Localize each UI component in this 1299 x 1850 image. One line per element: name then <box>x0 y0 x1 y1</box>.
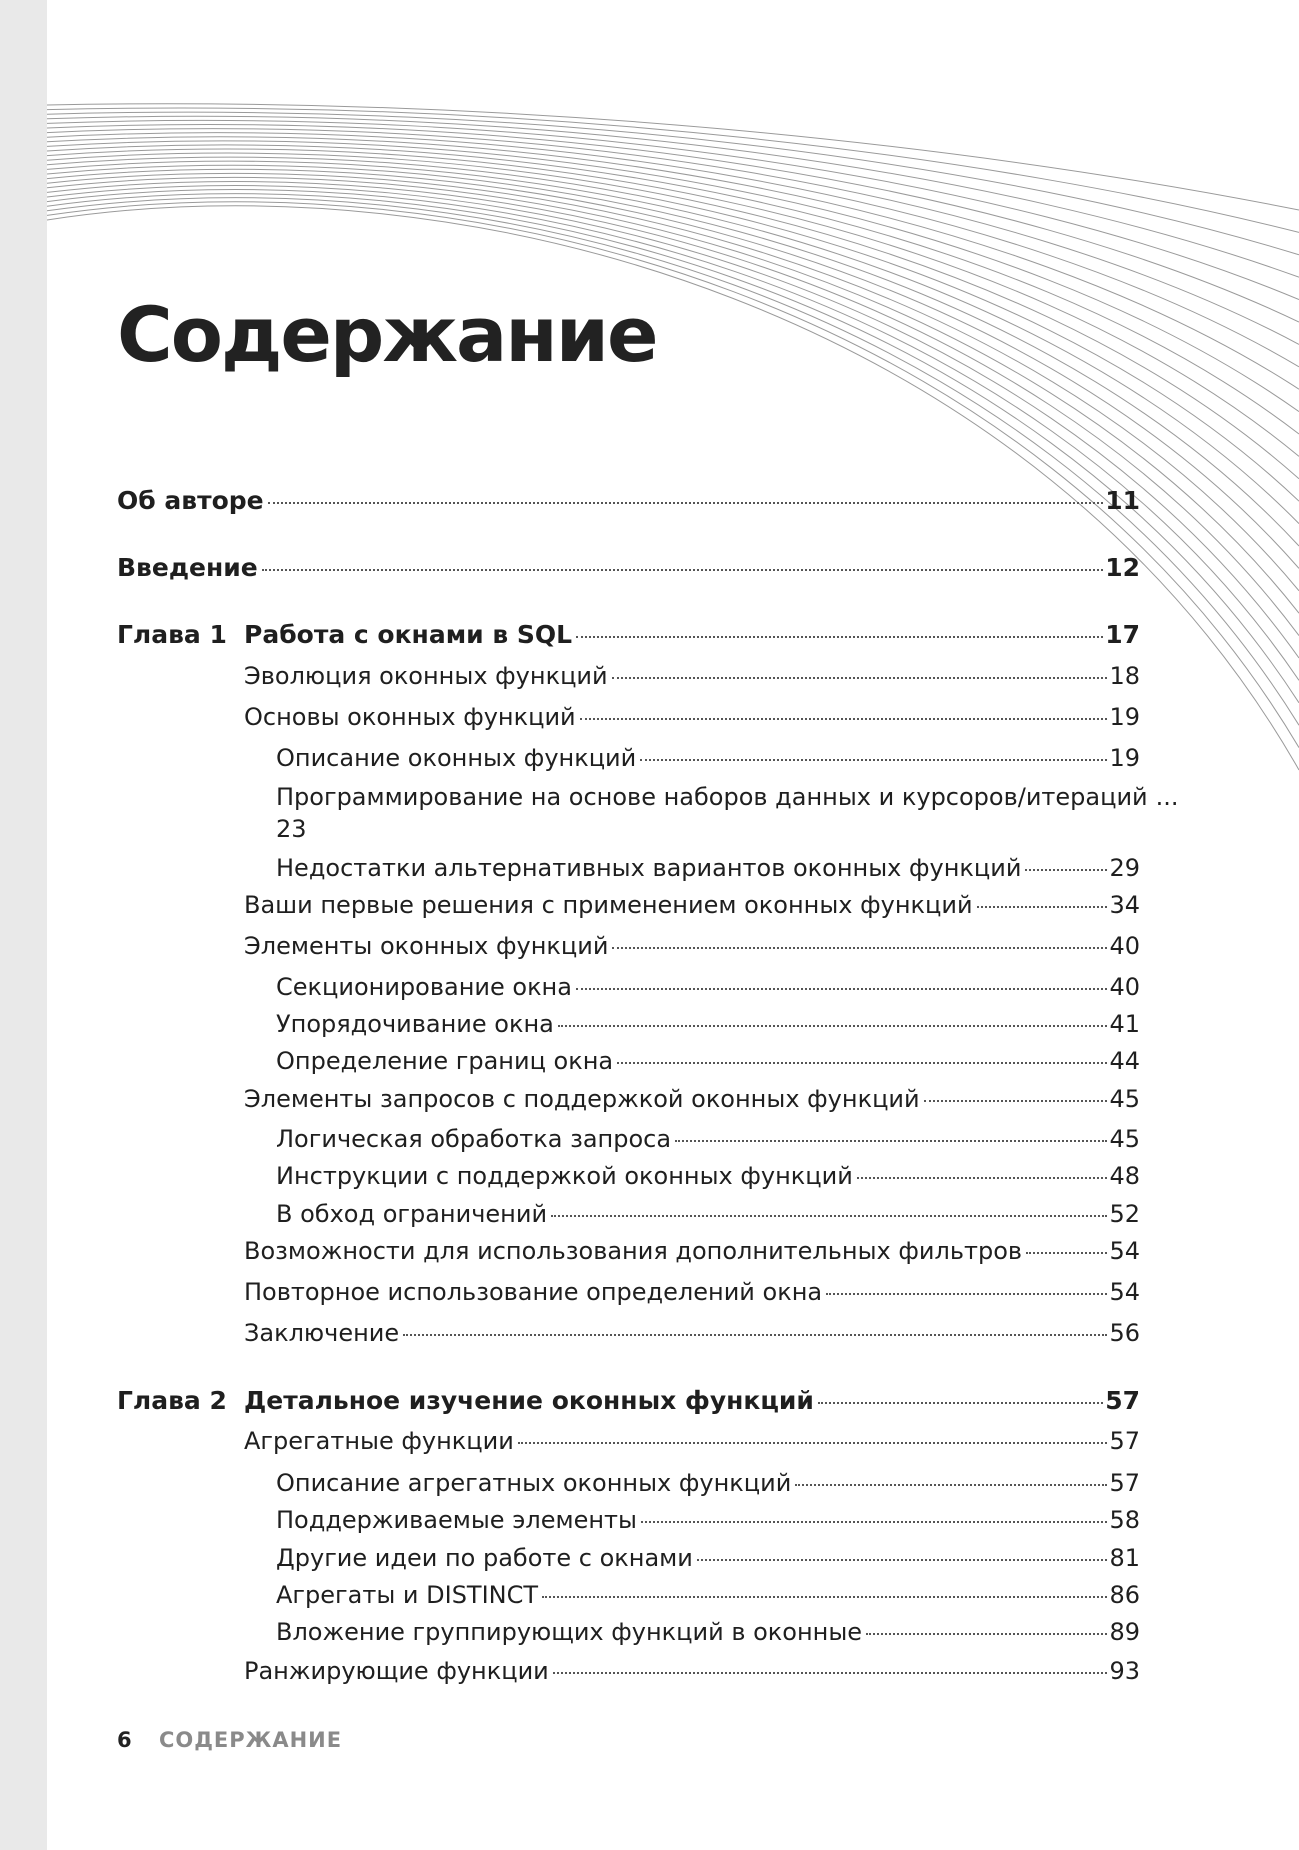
toc-entry-page: 45 <box>1109 1085 1140 1113</box>
dot-leader <box>558 1025 1108 1027</box>
toc-entry[interactable] <box>276 1544 1140 1572</box>
toc-entry-page: 17 <box>1105 620 1140 649</box>
toc-entry-page: 57 <box>1109 1427 1140 1455</box>
toc-entry[interactable] <box>276 1618 1140 1646</box>
toc-entry-page: 57 <box>1109 1469 1140 1497</box>
dot-leader <box>866 1633 1107 1635</box>
chapter-label: Глава 1 <box>117 620 227 649</box>
dot-leader <box>924 1100 1108 1102</box>
toc-entry[interactable] <box>276 1162 1140 1190</box>
toc-entry[interactable] <box>276 1469 1140 1497</box>
toc-entry-title: Инструкции с поддержкой оконных функций <box>276 1162 853 1190</box>
toc-entry[interactable] <box>276 1200 1140 1228</box>
toc-entry-title: Работа с окнами в SQL <box>244 620 573 649</box>
toc-entry-title: Повторное использование определений окна <box>244 1278 823 1306</box>
dot-leader <box>795 1484 1107 1486</box>
dot-leader <box>857 1177 1108 1179</box>
toc-entry-page: 54 <box>1109 1237 1140 1265</box>
toc-entry-page: 41 <box>1109 1010 1140 1038</box>
dot-leader <box>403 1334 1107 1336</box>
wave-line <box>47 186 1299 658</box>
running-header: СОДЕРЖАНИЕ <box>158 1728 343 1752</box>
toc-entry-page: 12 <box>1105 553 1140 582</box>
toc-entry-page: 56 <box>1109 1319 1140 1347</box>
toc-entry-title: Эволюция оконных функций <box>244 662 608 690</box>
toc-entry[interactable] <box>276 1125 1140 1153</box>
toc-entry-title: Возможности для использования дополнительных фильтров <box>244 1237 1023 1265</box>
toc-entry-page: 86 <box>1109 1581 1140 1609</box>
toc-entry-title: Ваши первые решения с применением оконных функций <box>244 891 973 919</box>
dot-leader <box>675 1140 1107 1142</box>
toc-entry[interactable] <box>244 662 1140 690</box>
toc-entry[interactable] <box>244 1237 1140 1265</box>
toc-entry[interactable] <box>244 891 1140 919</box>
dot-leader <box>551 1215 1107 1217</box>
page-footer <box>117 1728 342 1752</box>
toc-entry-leader: ... <box>1155 783 1179 811</box>
dot-leader <box>641 1521 1107 1523</box>
toc-entry-title: Программирование на основе наборов данных и курсоров/итераций <box>276 783 1148 811</box>
dot-leader <box>268 502 1104 504</box>
toc-entry-page: 57 <box>1105 1386 1140 1415</box>
wave-line <box>47 177 1299 613</box>
toc-entry-page: 40 <box>1109 973 1140 1001</box>
dot-leader <box>580 718 1108 720</box>
toc-entry-page: 45 <box>1109 1125 1140 1153</box>
toc-entry-title: Агрегатные функции <box>244 1427 514 1455</box>
wave-line <box>47 173 1299 590</box>
toc-entry[interactable] <box>276 1047 1140 1075</box>
toc-entry-title: Недостатки альтернативных вариантов оконных функций <box>276 854 1022 882</box>
toc-entry-page: 18 <box>1109 662 1140 690</box>
page-title: Содержание <box>117 290 657 379</box>
dot-leader <box>553 1672 1108 1674</box>
toc-entry-title: Описание оконных функций <box>276 744 637 772</box>
dot-leader <box>576 636 1103 638</box>
dot-leader <box>542 1596 1107 1598</box>
toc-entry[interactable] <box>276 854 1140 882</box>
wave-line <box>47 108 1299 232</box>
toc-entry-page: 23 <box>276 815 307 843</box>
toc-entry-title: Введение <box>117 553 258 582</box>
toc-entry[interactable] <box>244 1319 1140 1347</box>
toc-entry-title: Определение границ окна <box>276 1047 614 1075</box>
toc-entry[interactable] <box>276 744 1140 772</box>
dot-leader <box>612 677 1108 679</box>
toc-entry-title: Другие идеи по работе с окнами <box>276 1544 693 1572</box>
dot-leader <box>1025 869 1107 871</box>
wave-line <box>47 120 1299 299</box>
toc-entry-title: Описание агрегатных оконных функций <box>276 1469 792 1497</box>
toc-chapter[interactable] <box>117 1386 1140 1415</box>
toc-entry-title: Логическая обработка запроса <box>276 1125 672 1153</box>
toc-entry-page: 29 <box>1109 854 1140 882</box>
toc-entry[interactable] <box>244 1085 1140 1113</box>
toc-entry-page: 44 <box>1109 1047 1140 1075</box>
toc-entry-page: 48 <box>1109 1162 1140 1190</box>
toc-entry[interactable] <box>244 1657 1140 1685</box>
toc-entry-page: 89 <box>1109 1618 1140 1646</box>
dot-leader <box>576 988 1107 990</box>
toc-entry-title: Поддерживаемые элементы <box>276 1506 637 1534</box>
dot-leader <box>518 1442 1108 1444</box>
toc-entry[interactable] <box>244 932 1140 960</box>
toc-entry-title: Ранжирующие функции <box>244 1657 549 1685</box>
dot-leader <box>1026 1252 1107 1254</box>
toc-entry-title: Упорядочивание окна <box>276 1010 554 1038</box>
dot-leader <box>697 1559 1108 1561</box>
toc-entry-page: 19 <box>1109 744 1140 772</box>
chapter-label: Глава 2 <box>117 1386 227 1415</box>
toc-entry-page: 34 <box>1109 891 1140 919</box>
dot-leader <box>826 1293 1107 1295</box>
page-side-strip <box>0 0 47 1850</box>
toc-entry[interactable] <box>276 1010 1140 1038</box>
dot-leader <box>617 1062 1107 1064</box>
page-number: 6 <box>117 1728 133 1752</box>
toc-entry-page: 54 <box>1109 1278 1140 1306</box>
toc-entry[interactable] <box>276 783 1179 811</box>
toc-entry[interactable] <box>276 1581 1140 1609</box>
toc-entry-page: 40 <box>1109 932 1140 960</box>
toc-entry-page: 58 <box>1109 1506 1140 1534</box>
dot-leader <box>640 759 1107 761</box>
toc-entry-title: Элементы оконных функций <box>244 932 609 960</box>
toc-entry-title: Агрегаты и DISTINCT <box>276 1581 539 1609</box>
toc-entry[interactable] <box>244 703 1140 731</box>
toc-entry-title: Детальное изучение оконных функций <box>244 1386 814 1415</box>
toc-entry-page: 19 <box>1109 703 1140 731</box>
dot-leader <box>612 947 1107 949</box>
toc-entry-page: 93 <box>1109 1657 1140 1685</box>
toc-entry[interactable] <box>117 486 1140 515</box>
toc-entry-title: Секционирование окна <box>276 973 572 1001</box>
toc-entry[interactable] <box>244 1278 1140 1306</box>
dot-leader <box>262 569 1103 571</box>
toc-entry-title: Заключение <box>244 1319 400 1347</box>
toc-chapter[interactable] <box>117 620 1140 649</box>
toc-entry-page: 81 <box>1109 1544 1140 1572</box>
toc-entry[interactable] <box>276 973 1140 1001</box>
toc-entry-page: 52 <box>1109 1200 1140 1228</box>
toc-entry-title: Элементы запросов с поддержкой оконных функций <box>244 1085 920 1113</box>
toc-entry-page: 11 <box>1105 486 1140 515</box>
toc-entry[interactable] <box>117 553 1140 582</box>
toc-entry[interactable] <box>244 1427 1140 1455</box>
dot-leader <box>977 906 1108 908</box>
toc-entry-title: В обход ограничений <box>276 1200 548 1228</box>
toc-entry[interactable] <box>276 1506 1140 1534</box>
toc-entry-title: Основы оконных функций <box>244 703 576 731</box>
dot-leader <box>818 1402 1103 1404</box>
toc-entry-title: Об авторе <box>117 486 264 515</box>
toc-entry-title: Вложение группирующих функций в оконные <box>276 1618 863 1646</box>
